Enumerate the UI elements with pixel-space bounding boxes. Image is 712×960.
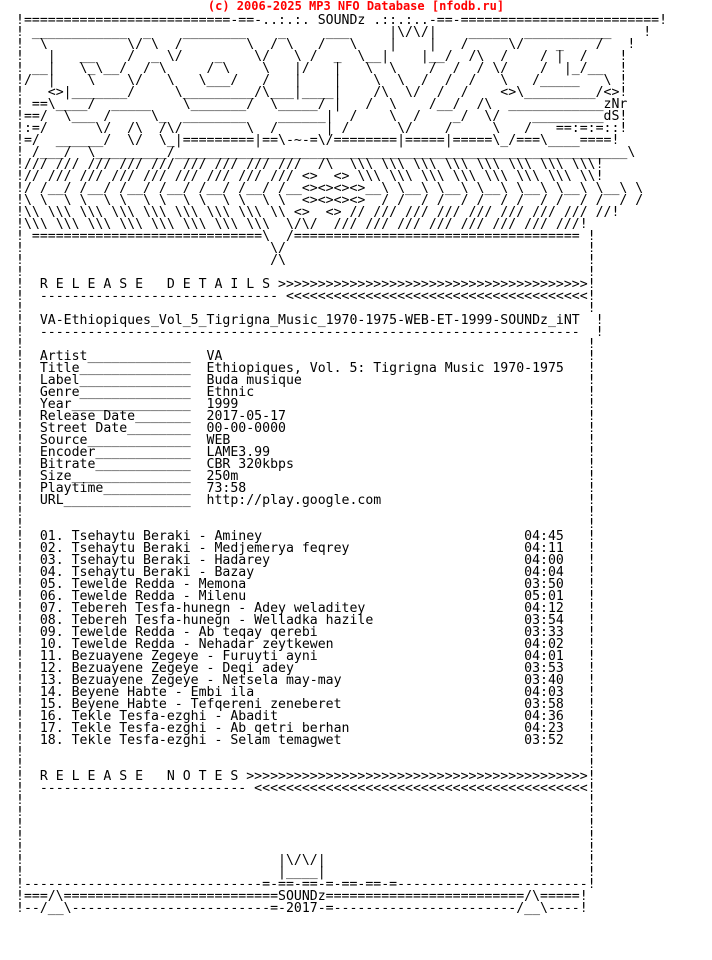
nfo-ascii-text: !==========================-==-..:.:. SOUNDz .::.:..-==-=========================! ! ____________ _ ________ _ ___ |\/\/| _____ ___________ ! ! \ \/ \ / \ / \ / \ | | / \/ _ / ! ! | __ / _ \/ _ \/ \ / _ \__| |__/ /\ / / | / ! ! __| \_\__/ / \ / \ \ |/ | \ \ / / / \/ / |_/__ ! !/ | \ \/ \ \___/ / | | \ \ / / / \ /_____ \ ! ! <>|_______/ \_________/\___|____| /\ \/ / / <>\_________/<>! ! ==\____/ _____ \_______/ \_____/ | / \ /__/ /\ ____________zNr !==/ \___ / \_ ________ ______| / \ / _/ \/ _________dS! !:=/ \/ /\ /\/ \ / | / \/ / \ / ==:=:=::! !=/ ______/ \/ \_|=========|==\-~-=\/========|=====|=====\_/===\____====! ! /___/ \_________/_________________________________________________________\ !/// /// /// /// /// /// /// /// /// /\ \\\ \\\ \\\ \\\ \\\ \\\ \\\ \\\! !// /// /// /// /// /// /// /// /// <> <> \\\ \\\ \\\ \\\ \\\ \\\ \\\ \\! !/ /__/ /__/ /__/ /__/ /__/ /__/ /__<><><><>__\ \__\ \__\ \__\ \__\ \__\ \__\ \ !\ \ \ \ \ \ \ \ \ \ \ \ \ \ <><><><> / / / / / / / / / / / / / / !\\ \\\ \\\ \\\ \\\ \\\ \\\ \\\ \\ <> <> // /// /// /// /// /// /// /// //! !\\\ \\\ \\\ \\\ \\\ \\\ \\\ \\\ \/\/ /// /// /// /// /// /// /// ///! ! =============================\ /==================================== ! ! \/ ! ! /\ ! ! ! ! R E L E A S E D E T A I L S >>>>>>>>>>>>>>>>>>>>>>>>>>>>>>>>>>>>>>>! ! ------------------------------ <<<<<<<<<<<<<<<<<<<<<<<<<<<<<<<<<<<<<<! ! ! ! VA-Ethiopiques_Vol_5_Tigrigna_Music_1970-1975-WEB-ET-1999-SOUNDz_iNT ! ! -------------------------------------------------------------------- ! ! ! ! Artist_____________ VA ! ! Title______________ Ethiopiques, Vol. 5: Tigrigna Music 1970-1975 ! ! Label______________ Buda musique ! ! Genre______________ Ethnic ! ! Year_______________ 1999 ! ! Release Date_______ 2017-05-17 ! ! Street Date________ 00-00-0000 ! ! Source_____________ WEB ! ! Encoder____________ LAME3.99 ! ! Bitrate____________ CBR 320kbps ! ! Size_______________ 250m ! ! Playtime___________ 73:58 ! ! URL________________ http://play.google.com ! ! ! ! ! ! 01. Tsehaytu Beraki - Aminey 04:45 ! ! 02. Tsehaytu Beraki - Medjemerya feqrey 04:11 ! ! 03. Tsehaytu Beraki - Hadarey 04:00 ! ! 04. Tsehaytu Beraki - Bazay 04:04 ! ! 05. Tewelde Redda - Memona 03:50 ! ! 06. Tewelde Redda - Milenu 05:01 ! ! 07. Tebereh Tesfa-hunegn - Adey weladitey 04:12 ! ! 08. Tebereh Tesfa-hunegn - Welladka hazile 03:54 ! ! 09. Tewelde Redda - Ab teqay qerebi 03:33 ! ! 10. Tewelde Redda - Nehadar zeytkewen 04:02 ! ! 11. Bezuayene Zegeye - Furuyti ayni 04:01 ! ! 12. Bezuayene Zegeye - Deqi adey 03:53 ! ! 13. Bezuayene Zegeye - Netsela may-may 03:40 ! ! 14. Beyene Habte - Embi ila 04:03 ! ! 15. Beyene Habte - Tefqereni zeneberet 03:58 ! ! 16. Tekle Tesfa-ezghi - Abadit 04:36 ! ! 17. Tekle Tesfa-ezghi - Ab qetri berhan 04:23 ! ! 18. Tekle Tesfa-ezghi - Selam temagwet 03:52 ! ! ! ! ! ! R E L E A S E N O T E S >>>>>>>>>>>>>>>>>>>>>>>>>>>>>>>>>>>>>>>>>>>! ! -------------------------- <<<<<<<<<<<<<<<<<<<<<<<<<<<<<<<<<<<<<<<<<<! ! ! ! ! ! ! ! ! ! ! ! |\/\/| ! ! |____| ! !------------------------------=-==-==-=-==-==-=------------------------! !===/\===========================SOUNDz=========================/\=====! !--/__\-------------------------=-2017-=-----------------------/__\----! xyxy=(16,13,668,916)
site-header: (c) 2006-2025 MP3 NFO Database [nfodb.ru] xyxy=(207,0,505,13)
